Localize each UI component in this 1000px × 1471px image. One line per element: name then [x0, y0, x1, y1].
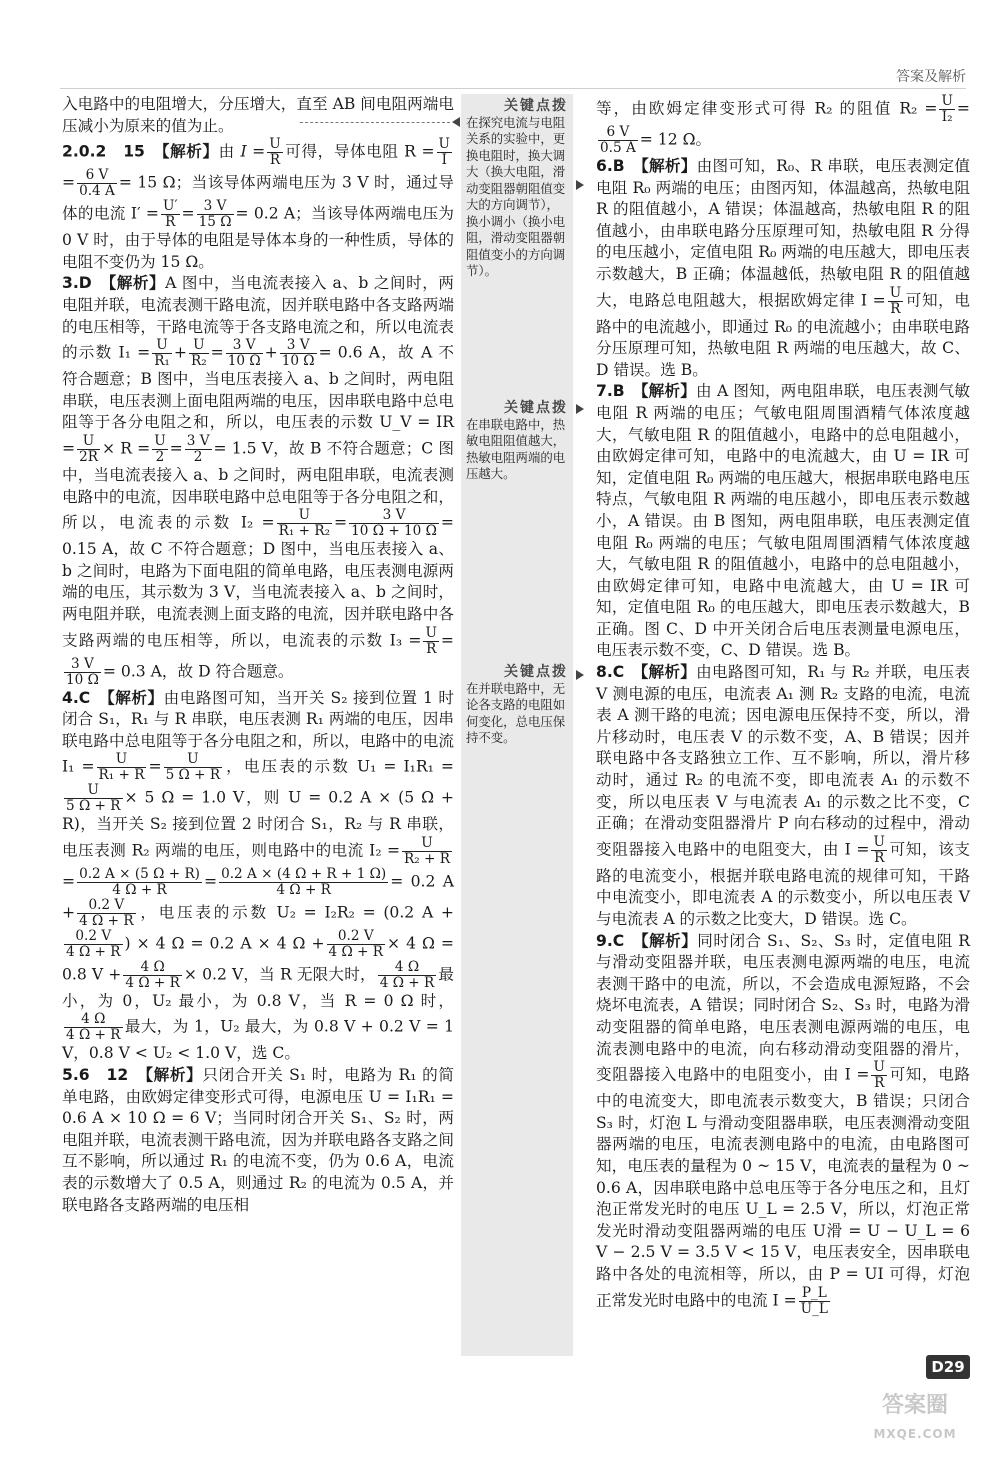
denominator: R	[269, 152, 281, 169]
fraction	[152, 434, 167, 465]
text: ，电压表的示数 U₂ = I₂R₂ = (0.2 A +	[137, 903, 454, 922]
denominator: R	[426, 640, 437, 657]
denominator: I₂	[941, 109, 953, 125]
denominator: 4 Ω + R	[66, 1027, 121, 1044]
tip-3	[466, 664, 568, 747]
text: 可知，该支路的电流变小，根据并联电路电流的规律可知，干路中电流变小，即电流表 A 的示数变小，所以电压表 V 与电流表 A 的示数之比变大，D 错误。选 C。	[596, 840, 970, 928]
denominator: R₂ + R	[404, 850, 450, 867]
tip-body: 在并联电路中，无论各支路的电阻如何变化，总电压保持不变。	[466, 680, 566, 745]
text: 由 A 图知，两电阻串联，电压表测气敏电阻 R 两端的电压；气敏电阻周围酒精气体浓度越大，气敏电阻 R 的阻值越小，电路中的总电阻越小，由欧姆定律可知，电路中的电流越大，由 U = IR 可知，定值电阻 R₀ 两端的电压越大，根据串联电路电压特点，气敏电阻 R 两端的电压越小，即电压表示数越小，A 错误。由 B 图知，两电阻串联，电压表测定值电阻 R₀ 两端的电压；气敏电阻周围酒精气体浓度越大，气敏电阻 R 的阻值越小，电路中的总电阻越小，由欧姆定律可知，电路中电流越大，由 U = IR 可知，定值电阻 R₀ 的电压越大，即电压表示数越大，B 正确。图 C、D 中开关闭合后电压表测量电源电压，电压表示数不变，C、D 错误。选 B。	[596, 382, 970, 660]
numerator: 0.2 V	[327, 929, 386, 945]
denominator: 5 Ω + R	[165, 767, 221, 784]
fraction	[77, 898, 136, 929]
tip-title: 关键点拨	[504, 98, 568, 114]
answer-6	[596, 156, 970, 381]
analysis-tag: 【解析】	[145, 1066, 203, 1085]
fraction	[164, 752, 223, 783]
text: =	[440, 631, 454, 649]
fraction	[185, 434, 212, 465]
watermark-logo	[840, 1392, 990, 1448]
fraction	[64, 1012, 123, 1043]
text: 由电路图可知，R₁ 与 R₂ 并联，电压表 V 测电源的电压，电流表 A₁ 测 R₂ 支路的电流，电流表 A 测干路的电流；因电源电压保持不变，所以，滑片移动时，电压表 V 的示数不变，A、B 错误；因并联电路中各支路独立工作、互不影响，所以，滑片移动时，通过 R₂ 的电流不变，即电流表 A₁ 的示数不变，所以电压表 V 与电流表 A₁ 的示数之比不变，C 正确；在滑动变阻器滑片 P 向右移动的过程中，滑动变阻器接入电路中的电阻变大，由 I =	[596, 663, 970, 859]
analysis-tag: 【解析】	[640, 931, 698, 950]
fraction	[77, 434, 100, 465]
text: × 0.2 V，当 R 无限大时，	[183, 965, 376, 984]
text: =	[181, 204, 195, 223]
denominator: U_L	[800, 1300, 828, 1317]
denominator: R₁	[154, 353, 170, 370]
text: 可知，电路中的电流变大，即电流表示数变大，B 错误；只闭合 S₃ 时，灯泡 L 与滑动变阻器串联，电压表测滑动变阻器两端的电压，电流表测电路中的电流，由电路图可知，电压表的量程为 0 ~ 15 V，电流表的量程为 0 ~ 0.6 A，因串联电路中总电压等于各分电压之和，且灯泡正常发光时的电压 U_L = 2.5 V，所以，灯泡正常发光时滑动变阻器两端的电压 U滑 = U − U_L = 6 V − 2.5 V = 3.5 V < 15 V，电压表安全，因串联电路中各处的电流相等，所以，由 P = UI 可得，灯泡正常发光时电路中的电流 I =	[596, 1065, 970, 1309]
tip-body: 在串联电路中，热敏电阻阻值越大，热敏电阻两端的电压越大。	[466, 416, 566, 481]
watermark-url: MXQE.COM	[873, 1427, 957, 1441]
text: ) × 4 Ω = 0.2 A × 4 Ω +	[124, 934, 325, 953]
analysis-tag: 【解析】	[640, 663, 697, 682]
text: =	[334, 513, 348, 532]
fraction	[161, 199, 180, 230]
denominator: 15 Ω	[198, 214, 232, 231]
answer-7	[596, 381, 970, 662]
analysis-tag: 【解析】	[640, 382, 697, 401]
fraction	[423, 626, 438, 657]
text: = 1.5 V，故 B 不符合题意；C 图中，当电流表接入 a、b 之间时，两电阻串联，电流表测电路中的电流，因串联电路中总电阻等于各分电阻之和，所以，电流表的示数 I₂ =	[62, 439, 454, 532]
numerator: U	[438, 136, 450, 153]
denominator: 5 Ω + R	[66, 798, 121, 815]
numerator: 3 V	[64, 657, 101, 673]
fraction	[402, 836, 452, 867]
text: =	[148, 757, 162, 776]
fraction	[77, 867, 202, 898]
numerator: 3 V	[197, 199, 234, 215]
denominator: R₁ + R₂	[278, 523, 331, 540]
numerator: 6 V	[598, 125, 638, 141]
fraction	[226, 338, 263, 369]
numerator: U	[77, 434, 100, 450]
text: 只闭合开关 S₁ 时，电路为 R₁ 的简单电路，由欧姆定律变形式可得，电源电压 U = I₁R₁ = 0.6 A × 10 Ω = 6 V；当同时闭合开关 S₁、S₂ 时，两电阻并联，电流表测干路电流，因为并联电路各支路之间互不影响，所以通过 R₁ 的电流不变，仍为 0.6 A，电流表的示数增大了 0.5 A，则通过 R₂ 的电流为 0.5 A，并联电路各支路两端的电压相	[62, 1066, 454, 1214]
answer-3	[62, 273, 454, 687]
fraction	[64, 929, 123, 960]
question-number: 9.	[596, 931, 613, 950]
fraction	[280, 338, 317, 369]
numerator: U	[152, 338, 172, 354]
answer-value: 0.2 15	[78, 142, 145, 161]
arrow-icon	[576, 670, 584, 680]
question-number: 2.	[62, 142, 79, 161]
text: 由电路图可知，当开关 S₂ 接到位置 1 时闭合 S₁，R₁ 与 R 串联，电压表测 R₁ 两端的电压，因串联电路中总电阻等于各分电阻之和，所以，电路中的电流 I₁ =	[62, 688, 454, 776]
fraction	[64, 783, 123, 814]
answer-value: B	[612, 382, 625, 401]
numerator: U	[64, 783, 123, 799]
numerator: 4 Ω	[123, 960, 182, 976]
text: A 图中，当电流表接入 a、b 之间时，两电阻并联，电流表测干路电流，因并联电路中各支路两端的电压相等，干路电流等于各支路电流之和，所以电流表的示数 I₁ =	[62, 274, 454, 362]
text: 由图可知，R₀、R 串联，电压表测定值电阻 R₀ 两端的电压；由图丙知，体温越高，热敏电阻 R 的阻值越小，A 错误；体温越高，热敏电阻 R 的阻值越小，由串联电路分压原理可知，热敏电阻 R 分得的电压越小，定值电阻 R₀ 两端的电压越大，即电压表示数越大，B 正确；体温越低，热敏电阻 R 的阻值越大，电路总电阻越大，根据欧姆定律 I =	[596, 157, 970, 310]
analysis-tag: 【解析】	[106, 688, 164, 707]
text: 等，由欧姆定律变形式可得 R₂ 的阻值 R₂ =	[596, 99, 938, 118]
numerator: 0.2 V	[64, 929, 123, 945]
arrow-icon	[576, 180, 584, 190]
fraction	[871, 1060, 886, 1091]
text: = 12 Ω。	[639, 130, 712, 149]
question-number: 6.	[596, 157, 613, 175]
text: =	[62, 872, 76, 891]
fraction	[871, 835, 886, 866]
denominator: 4 Ω + R	[379, 974, 435, 991]
text: +	[173, 343, 187, 362]
analysis-tag: 【解析】	[108, 274, 166, 293]
denominator: 10 Ω	[66, 671, 99, 688]
answer-value: C	[78, 688, 91, 707]
text: +	[264, 343, 278, 362]
numerator: U	[889, 284, 902, 301]
text: = 0.3 A，故 D 符合题意。	[102, 662, 294, 680]
fraction	[123, 960, 182, 991]
answer-value: 6 12	[78, 1066, 129, 1085]
text: = 15 Ω；当该导体两端电压为 3 V 时，通过导体的电流 I′ =	[62, 173, 454, 223]
arrow-icon	[576, 404, 584, 414]
answer-value: C	[612, 931, 625, 950]
numerator: 0.2 A × (5 Ω + R)	[79, 865, 200, 882]
text: = 0.2 A；当该导体两端电压为 0 V 时，由于导体的电阻是导体本身的一种性质，导体的电阻不变仍为 15 Ω。	[62, 204, 454, 271]
numerator: 3 V	[226, 338, 263, 354]
question-number: 5.	[62, 1066, 79, 1085]
fraction	[277, 508, 332, 539]
numerator: 0.2 A × (4 Ω + R + 1 Ω)	[221, 865, 387, 882]
denominator: 2R	[79, 448, 98, 465]
page-number-badge: D29	[926, 1355, 970, 1379]
text: 最大，为 1，U₂ 最大，为 0.8 V + 0.2 V = 1 V，0.8 V < U₂ < 1.0 V，选 C。	[62, 1017, 454, 1063]
denominator: 4 Ω + R	[276, 881, 331, 898]
fraction	[77, 168, 117, 199]
text: =	[169, 439, 183, 458]
fraction	[189, 338, 209, 369]
answer-4	[62, 688, 454, 1066]
denominator: 0.4 A	[79, 183, 115, 200]
text: × R =	[101, 439, 151, 458]
denominator: 4 Ω + R	[328, 943, 384, 960]
text: 最小，为 0，U₂ 最小，为 0.8 V，当 R = 0 Ω 时，	[62, 965, 454, 1010]
denominator: R	[874, 1075, 885, 1092]
equation: I =	[240, 142, 266, 161]
analysis-tag: 【解析】	[640, 157, 697, 175]
numerator: U	[189, 338, 209, 354]
text: ，电压表的示数 U₁ = I₁R₁ =	[224, 757, 454, 776]
numerator: 3 V	[349, 508, 439, 524]
denominator: R	[165, 214, 176, 231]
answer-value: C	[612, 663, 625, 682]
text: =	[210, 343, 224, 362]
question-number: 4.	[62, 688, 79, 707]
denominator: 10 Ω	[281, 353, 315, 370]
fraction	[378, 960, 437, 991]
fraction	[349, 508, 439, 539]
denominator: 10 Ω + 10 Ω	[351, 523, 437, 540]
text: 同时闭合 S₁、S₂、S₃ 时，定值电阻 R 与滑动变阻器并联，电压表测电源两端的电压，电流表测干路中的电流，所以，不会造成电源短路，不会烧坏电流表，A 错误；同时闭合 S₂、S₃ 时，电路为滑动变阻器的简单电路，电压表测电源两端的电压，电流表测电路中的电流，向右移动滑动变阻器的滑片，变阻器接入电路中的电阻变小，由 I =	[596, 931, 970, 1084]
denominator: I	[441, 152, 447, 169]
numerator: U	[873, 833, 885, 850]
answer-value: D	[78, 274, 92, 293]
answer-value: B	[612, 157, 625, 175]
fraction	[267, 137, 282, 168]
fraction	[97, 752, 147, 783]
text: = 0.15 A，故 C 不符合题意；D 图中，当电压表接入 a、b 之间时，电路为下面电阻的简单电路，电压表测电源两端的电压，其示数为 3 V，当电流表接入 a、b 之间时，两电阻并联，电流表测上面支路的电流，因并联电路中各支路两端的电压相等，所以，电流表的示数 I₃ =	[62, 513, 454, 649]
numerator: U	[154, 432, 166, 449]
tip-2	[466, 400, 568, 483]
fraction	[152, 338, 172, 369]
numerator: U	[425, 624, 437, 641]
intro-text: 入电路中的电阻增大，分压增大，直至 AB 间电阻两端电压减小为原来的值为止。	[62, 95, 454, 135]
denominator: R	[890, 300, 901, 317]
numerator: U	[269, 136, 281, 153]
numerator: U	[277, 508, 332, 524]
numerator: 3 V	[186, 432, 210, 449]
watermark-brand: 答案圈	[881, 1393, 948, 1418]
numerator: U	[402, 836, 452, 852]
text: 可得，导体电阻 R =	[284, 142, 435, 161]
denominator: 4 Ω + R	[125, 974, 180, 991]
analysis-tag: 【解析】	[161, 142, 219, 161]
question-number: 8.	[596, 663, 613, 682]
fraction	[64, 657, 101, 688]
answer-9	[596, 931, 970, 1317]
answer-5-continued: 等，由欧姆定律变形式可得 R₂ 的阻值 R₂ = $\frac{U}{\text{I₂}}$ = $\frac{6 V}{0.5 A}$ = 12 Ω。	[596, 93, 970, 156]
denominator: R₂	[190, 353, 207, 370]
numerator: 3 V	[280, 338, 317, 354]
right-column	[596, 94, 970, 1317]
text: × 5 Ω = 1.0 V，则 U = 0.2 A × (5 Ω + R)，当开关 S₂ 接到位置 2 时闭合 S₁，R₂ 与 R 串联，电压表测 R₂ 两端的电压，则电路中的电流 I₂ =	[62, 788, 454, 860]
page-header-title: 答案及解析	[896, 69, 966, 85]
tip-title: 关键点拨	[504, 664, 568, 680]
tip-title: 关键点拨	[504, 400, 568, 416]
denominator: R	[874, 849, 885, 866]
text: 可知，电路中的电流越小，即通过 R₀ 的电流越小；由串联电路分压原理可知，热敏电阻 R 两端的电压越大，故 C、D 错误。选 B。	[596, 291, 970, 379]
numerator: 4 Ω	[378, 960, 437, 976]
fraction	[327, 929, 386, 960]
fraction	[799, 1286, 830, 1317]
numerator: P_L	[799, 1286, 830, 1302]
denominator: 2	[155, 448, 165, 465]
fraction	[219, 867, 388, 898]
text: = 0.6 A，故 A 不符合题意；B 图中，当电压表接入 a、b 之间时，两电阻串联，电压表测上面电阻两端的电压，因串联电路中总电阻等于各分电阻之和，所以，电压表的示数 U_V = IR =	[62, 343, 454, 458]
numerator: 6 V	[77, 168, 117, 184]
answer-8	[596, 662, 970, 931]
numerator: U′	[162, 198, 178, 215]
fraction	[598, 125, 638, 156]
question-number: 7.	[596, 382, 613, 401]
numerator: U	[164, 752, 223, 768]
numerator: U	[97, 752, 147, 768]
tip-body: 在探究电流与电阻关系的实验中，更换电阻时，换大调大（换大电阻，滑动变阻器朝阻值变大的方向调节），换小调小（换小电阻，滑动变阻器朝阻值变小的方向调节）。	[466, 114, 566, 278]
numerator: U	[941, 93, 953, 109]
fraction	[197, 199, 234, 230]
text: = 0.2 A +	[62, 872, 454, 922]
text: 由	[218, 142, 235, 161]
left-column	[62, 94, 454, 1216]
question-number: 3.	[62, 274, 79, 293]
answer-5	[62, 1065, 454, 1216]
denominator: 10 Ω	[227, 353, 261, 370]
denominator: 0.5 A	[600, 140, 636, 156]
fraction	[939, 94, 954, 125]
denominator: 4 Ω + R	[112, 881, 167, 898]
text: =	[203, 872, 218, 891]
numerator: 0.2 V	[77, 898, 136, 914]
denominator: R₁ + R	[98, 767, 145, 784]
denominator: 2	[193, 448, 203, 465]
denominator: 4 Ω + R	[79, 912, 134, 929]
header-rule	[60, 88, 966, 89]
numerator: 4 Ω	[64, 1012, 123, 1028]
tip-1	[466, 98, 568, 280]
denominator: 4 Ω + R	[66, 943, 121, 960]
text: × 4 Ω = 0.8 V +	[62, 934, 454, 984]
fraction	[888, 286, 903, 317]
numerator: U	[873, 1059, 885, 1076]
answer-2: 2.0.2 15 【解析】由 I = $\frac{U}{R}$ 可得，导体电阻 R = $\frac{U}{I}$ = $\frac{6 V}{0.4 A}$ = 15 Ω；当该导体两端电压为 3 V 时，通过导体的电流 I′ = $\frac{U'}{R}$ = $\frac{3 V}{15 \Omega}$ = 0.2 A；当该导体两端电压为 0 V 时，由于导体的电阻是导体本身的一种性质，导体的电阻不变仍为 15 Ω。	[62, 136, 454, 271]
fraction	[437, 137, 452, 168]
